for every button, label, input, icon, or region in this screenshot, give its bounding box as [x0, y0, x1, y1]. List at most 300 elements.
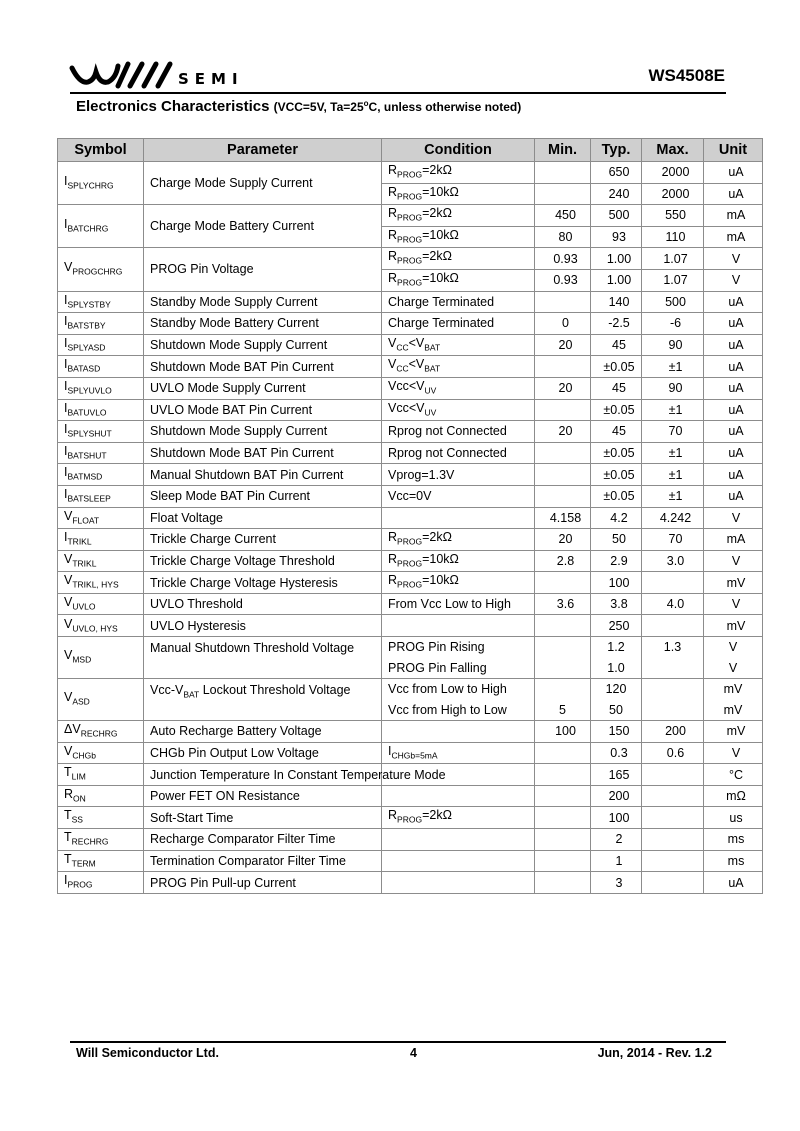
subscript: UVLO — [72, 601, 96, 612]
min-cell — [535, 850, 591, 872]
parameter-text: Manual Shutdown Threshold Voltage — [150, 641, 355, 656]
unit-cell: V — [704, 507, 763, 529]
symbol-letter: V — [64, 508, 73, 523]
min-cell — [535, 615, 591, 637]
unit-cell: uA — [704, 183, 763, 205]
unit-cell: V — [704, 593, 763, 615]
note-part-b: C, unless otherwise noted) — [368, 100, 522, 114]
condition-text: R — [388, 808, 398, 823]
max-cell — [642, 637, 704, 679]
condition-text: =10kΩ — [422, 551, 459, 566]
min-cell — [535, 485, 591, 507]
symbol-cell — [58, 334, 144, 356]
typ-cell: 200 — [591, 785, 642, 807]
max-cell: ±1 — [642, 356, 704, 378]
parameter-cell: Trickle Charge Voltage Hysteresis — [144, 572, 382, 594]
cond-line: Vcc from Low to High — [388, 682, 507, 697]
max-cell: 70 — [642, 529, 704, 551]
parameter-text: Vcc-V — [150, 683, 184, 698]
max-cell: 4.242 — [642, 507, 704, 529]
condition-cell — [382, 529, 535, 551]
parameter-cell: Charge Mode Supply Current — [144, 162, 382, 205]
subscript: BATCHRG — [67, 223, 109, 234]
subscript: PROG — [397, 277, 423, 288]
parameter-cell: UVLO Mode Supply Current — [144, 377, 382, 399]
section-note — [274, 100, 522, 114]
min-cell — [535, 807, 591, 829]
footer-page-number: 4 — [410, 1046, 417, 1060]
condition-cell — [382, 829, 535, 851]
max-cell: 0.6 — [642, 742, 704, 764]
max-cell: ±1 — [642, 485, 704, 507]
condition-text: R — [388, 227, 398, 242]
condition-text: R — [388, 184, 398, 199]
electrical-characteristics-table — [57, 138, 763, 894]
min-line — [535, 679, 590, 700]
parameter-cell — [144, 679, 382, 721]
condition-cell: Rprog not Connected — [382, 442, 535, 464]
symbol-letter: I — [64, 217, 68, 232]
parameter-cell: Standby Mode Supply Current — [144, 291, 382, 313]
min-cell: 100 — [535, 721, 591, 743]
symbol-cell — [58, 464, 144, 486]
subscript: SPLYSTBY — [67, 299, 111, 310]
symbol-cell — [58, 162, 144, 205]
condition-text: R — [388, 551, 398, 566]
unit-cell: mA — [704, 529, 763, 551]
condition-text: =2kΩ — [422, 530, 452, 545]
logo-wordmark: SEMI — [178, 70, 244, 88]
table-row — [58, 679, 763, 721]
subscript: CHGb — [72, 750, 96, 761]
subscript: SS — [71, 814, 83, 825]
typ-cell: ±0.05 — [591, 356, 642, 378]
max-line — [642, 658, 703, 679]
degree-mark: o — [363, 99, 369, 108]
subscript: RECHRG — [80, 728, 118, 739]
unit-cell: uA — [704, 421, 763, 443]
table-row — [58, 291, 763, 313]
symbol-letter: I — [64, 357, 68, 372]
min-cell: 0 — [535, 313, 591, 335]
typ-cell: 2.9 — [591, 550, 642, 572]
table-row — [58, 829, 763, 851]
condition-text: <V — [408, 335, 425, 350]
condition-cell: Vprog=1.3V — [382, 464, 535, 486]
col-header-unit: Unit — [704, 139, 763, 162]
typ-cell: ±0.05 — [591, 399, 642, 421]
condition-cell — [382, 872, 535, 894]
table-row — [58, 615, 763, 637]
subscript: BATASD — [67, 363, 101, 374]
unit-cell: V — [704, 742, 763, 764]
symbol-cell — [58, 850, 144, 872]
unit-cell: °C — [704, 764, 763, 786]
typ-cell: ±0.05 — [591, 485, 642, 507]
typ-cell: 3.8 — [591, 593, 642, 615]
unit-line: V — [728, 640, 738, 655]
condition-text: Vcc<V — [388, 378, 425, 393]
subscript: MSD — [72, 654, 92, 665]
max-cell: ±1 — [642, 442, 704, 464]
parameter-cell: Junction Temperature In Constant Temperature Mode — [144, 764, 382, 786]
condition-cell — [382, 356, 535, 378]
section-title-text: Electronics Characteristics — [76, 98, 274, 115]
condition-cell: From Vcc Low to High — [382, 593, 535, 615]
typ-cell: 140 — [591, 291, 642, 313]
unit-line: mV — [723, 682, 743, 697]
min-cell — [535, 183, 591, 205]
symbol-letter: I — [64, 335, 68, 350]
parameter-cell: Recharge Comparator Filter Time — [144, 829, 382, 851]
subscript: UVLO, HYS — [72, 623, 118, 634]
cond-cell — [382, 637, 535, 679]
symbol-cell — [58, 615, 144, 637]
subscript: ASD — [72, 696, 90, 707]
min-cell: 3.6 — [535, 593, 591, 615]
table-row — [58, 205, 763, 227]
parameter-cell: Trickle Charge Voltage Threshold — [144, 550, 382, 572]
min-line — [535, 637, 590, 658]
typ-cell: 50 — [591, 529, 642, 551]
symbol-cell — [58, 529, 144, 551]
table-row — [58, 507, 763, 529]
parameter-cell: Standby Mode Battery Current — [144, 313, 382, 335]
condition-cell — [382, 572, 535, 594]
min-cell — [535, 829, 591, 851]
max-cell — [642, 764, 704, 786]
col-header-parameter: Parameter — [144, 139, 382, 162]
condition-text: R — [388, 271, 398, 286]
footer-company: Will Semiconductor Ltd. — [76, 1046, 219, 1060]
condition-cell — [382, 615, 535, 637]
min-cell: 2.8 — [535, 550, 591, 572]
typ-cell: 45 — [591, 334, 642, 356]
parameter-cell: Shutdown Mode Supply Current — [144, 334, 382, 356]
symbol-cell — [58, 829, 144, 851]
unit-cell: ms — [704, 850, 763, 872]
symbol-letter: V — [64, 743, 73, 758]
symbol-cell — [58, 248, 144, 291]
parameter-cell: Shutdown Mode Supply Current — [144, 421, 382, 443]
symbol-cell — [58, 291, 144, 313]
subscript: CC — [396, 363, 409, 374]
table-body — [58, 162, 763, 894]
min-cell — [535, 442, 591, 464]
max-cell: ±1 — [642, 399, 704, 421]
symbol-cell — [58, 313, 144, 335]
condition-text: =2kΩ — [422, 163, 452, 178]
min-cell: 20 — [535, 334, 591, 356]
parameter-cell — [144, 637, 382, 679]
typ-line: 120 — [605, 682, 627, 697]
max-cell — [642, 807, 704, 829]
symbol-cell — [58, 421, 144, 443]
condition-text: R — [388, 206, 398, 221]
note-part-a: (VCC=5V, Ta=25 — [273, 100, 364, 114]
symbol-letter: I — [64, 443, 68, 458]
symbol-letter: V — [64, 594, 73, 609]
subscript: CC — [396, 342, 409, 353]
max-cell: 1.07 — [642, 248, 704, 270]
condition-text: =2kΩ — [422, 249, 452, 264]
max-cell — [642, 679, 704, 721]
symbol-letter: I — [64, 400, 68, 415]
unit-cell: uA — [704, 442, 763, 464]
parameter-cell: Manual Shutdown BAT Pin Current — [144, 464, 382, 486]
condition-text: =2kΩ — [422, 206, 452, 221]
unit-cell: uA — [704, 485, 763, 507]
col-header-typ: Typ. — [591, 139, 642, 162]
max-cell — [642, 785, 704, 807]
parameter-cell: Sleep Mode BAT Pin Current — [144, 485, 382, 507]
symbol-letter: T — [64, 830, 72, 845]
subscript: PROG — [397, 212, 423, 223]
table-header-row — [58, 139, 763, 162]
max-cell: 3.0 — [642, 550, 704, 572]
unit-cell: V — [704, 550, 763, 572]
max-cell — [642, 872, 704, 894]
subscript: BATSHUT — [67, 450, 107, 461]
max-cell: 1.07 — [642, 269, 704, 291]
table-row — [58, 785, 763, 807]
unit-cell: uA — [704, 313, 763, 335]
subscript: UV — [424, 385, 437, 396]
subscript: TERM — [71, 858, 96, 869]
col-header-min: Min. — [535, 139, 591, 162]
typ-cell: 240 — [591, 183, 642, 205]
symbol-cell — [58, 442, 144, 464]
subscript: PROGCHRG — [72, 266, 123, 277]
max-cell: 550 — [642, 205, 704, 227]
symbol-cell — [58, 507, 144, 529]
condition-cell — [382, 850, 535, 872]
subscript: PROG — [397, 255, 423, 266]
table-row — [58, 313, 763, 335]
table-row — [58, 162, 763, 184]
condition-cell: Vcc=0V — [382, 485, 535, 507]
max-cell: 4.0 — [642, 593, 704, 615]
condition-cell: Charge Terminated — [382, 291, 535, 313]
table-row — [58, 637, 763, 679]
symbol-letter: I — [64, 422, 68, 437]
unit-cell: uA — [704, 464, 763, 486]
table-row — [58, 550, 763, 572]
min-cell: 20 — [535, 421, 591, 443]
min-cell — [535, 742, 591, 764]
symbol-cell — [58, 742, 144, 764]
table-row — [58, 442, 763, 464]
subscript: FLOAT — [72, 515, 100, 526]
typ-cell: 100 — [591, 807, 642, 829]
max-line — [642, 700, 703, 721]
max-cell — [642, 829, 704, 851]
table-row — [58, 485, 763, 507]
typ-cell: 3 — [591, 872, 642, 894]
symbol-letter: I — [64, 378, 68, 393]
min-cell — [535, 572, 591, 594]
typ-line: 50 — [609, 702, 623, 717]
symbol-letter: V — [64, 260, 73, 275]
condition-text: V — [388, 357, 397, 372]
symbol-letter: R — [64, 786, 74, 801]
typ-cell: 1.00 — [591, 248, 642, 270]
parameter-cell: PROG Pin Pull-up Current — [144, 872, 382, 894]
table-row — [58, 399, 763, 421]
unit-cell: mΩ — [704, 785, 763, 807]
symbol-letter: I — [64, 873, 68, 888]
typ-cell: ±0.05 — [591, 442, 642, 464]
parameter-cell: Power FET ON Resistance — [144, 785, 382, 807]
col-header-symbol: Symbol — [58, 139, 144, 162]
symbol-cell — [58, 377, 144, 399]
symbol-letter: V — [64, 648, 73, 663]
symbol-cell — [58, 785, 144, 807]
symbol-cell — [58, 399, 144, 421]
condition-cell — [382, 269, 535, 291]
subscript: PROG — [397, 579, 423, 590]
symbol-letter: I — [64, 486, 68, 501]
typ-cell: 2 — [591, 829, 642, 851]
symbol-letter: V — [64, 690, 73, 705]
typ-cell: 93 — [591, 226, 642, 248]
symbol-letter: V — [64, 616, 73, 631]
typ-cell: 4.2 — [591, 507, 642, 529]
condition-text: =10kΩ — [422, 227, 459, 242]
symbol-letter: I — [64, 530, 68, 545]
symbol-cell — [58, 721, 144, 743]
subscript: CHGb=5mA — [391, 750, 438, 761]
max-cell: 500 — [642, 291, 704, 313]
col-header-max: Max. — [642, 139, 704, 162]
subscript: PROG — [397, 169, 423, 180]
col-header-condition: Condition — [382, 139, 535, 162]
condition-text: =10kΩ — [422, 573, 459, 588]
min-cell: 450 — [535, 205, 591, 227]
table-row — [58, 529, 763, 551]
subscript: TRIKL — [67, 536, 92, 547]
table-row — [58, 334, 763, 356]
max-line — [642, 679, 703, 700]
parameter-cell: CHGb Pin Output Low Voltage — [144, 742, 382, 764]
condition-cell — [382, 334, 535, 356]
subscript: PROG — [397, 234, 423, 245]
max-cell: -6 — [642, 313, 704, 335]
unit-line: V — [728, 660, 738, 675]
subscript: SPLYUVLO — [67, 385, 112, 396]
cond-line: PROG Pin Rising — [388, 640, 485, 655]
min-cell — [535, 399, 591, 421]
subscript: SPLYCHRG — [67, 180, 114, 191]
table-row — [58, 377, 763, 399]
subscript: UV — [424, 407, 437, 418]
condition-cell — [382, 399, 535, 421]
typ-cell: 650 — [591, 162, 642, 184]
unit-cell: uA — [704, 162, 763, 184]
subscript: BAT — [424, 342, 441, 353]
subscript: TRIKL — [72, 558, 97, 569]
symbol-cell — [58, 485, 144, 507]
symbol-cell — [58, 807, 144, 829]
min-cell — [535, 356, 591, 378]
parameter-cell: Termination Comparator Filter Time — [144, 850, 382, 872]
parameter-cell: Auto Recharge Battery Voltage — [144, 721, 382, 743]
typ-cell: 165 — [591, 764, 642, 786]
symbol-letter: T — [64, 765, 72, 780]
min-cell: 20 — [535, 377, 591, 399]
condition-text: R — [388, 530, 398, 545]
max-cell: 90 — [642, 377, 704, 399]
unit-cell: uA — [704, 334, 763, 356]
unit-line: mV — [723, 702, 743, 717]
condition-cell — [382, 721, 535, 743]
condition-text: I — [388, 743, 392, 758]
symbol-letter: ΔV — [64, 722, 81, 737]
parameter-cell: UVLO Mode BAT Pin Current — [144, 399, 382, 421]
header-rule — [70, 92, 726, 94]
symbol-cell — [58, 593, 144, 615]
max-cell — [642, 615, 704, 637]
subscript: BATMSD — [67, 471, 103, 482]
table-row — [58, 742, 763, 764]
parameter-cell: Trickle Charge Current — [144, 529, 382, 551]
subscript: PROG — [397, 814, 423, 825]
unit-cell: uA — [704, 377, 763, 399]
min-cell: 20 — [535, 529, 591, 551]
typ-cell: 1 — [591, 850, 642, 872]
typ-cell: 150 — [591, 721, 642, 743]
parameter-cell: Shutdown Mode BAT Pin Current — [144, 442, 382, 464]
unit-cell: V — [704, 269, 763, 291]
condition-cell — [382, 507, 535, 529]
symbol-letter: I — [64, 173, 68, 188]
typ-cell: 100 — [591, 572, 642, 594]
unit-cell: uA — [704, 356, 763, 378]
condition-text: R — [388, 163, 398, 178]
symbol-letter: V — [64, 573, 73, 588]
table-row — [58, 721, 763, 743]
min-cell: 4.158 — [535, 507, 591, 529]
parameter-cell: Float Voltage — [144, 507, 382, 529]
unit-cell: mA — [704, 226, 763, 248]
table-row — [58, 807, 763, 829]
min-cell — [535, 872, 591, 894]
parameter-cell: UVLO Hysteresis — [144, 615, 382, 637]
symbol-letter: T — [64, 851, 72, 866]
condition-cell — [382, 183, 535, 205]
unit-cell: uA — [704, 399, 763, 421]
min-cell — [535, 764, 591, 786]
subscript: SPLYASD — [67, 342, 106, 353]
condition-text: R — [388, 573, 398, 588]
table-row — [58, 464, 763, 486]
symbol-cell — [58, 637, 144, 679]
subscript: BATSTBY — [67, 320, 106, 331]
symbol-letter: I — [64, 314, 68, 329]
symbol-cell — [58, 872, 144, 894]
condition-cell: Rprog not Connected — [382, 421, 535, 443]
symbol-letter: V — [64, 551, 73, 566]
symbol-cell — [58, 679, 144, 721]
min-cell — [535, 464, 591, 486]
footer-rule — [70, 1041, 726, 1043]
table-row — [58, 572, 763, 594]
unit-cell: mV — [704, 721, 763, 743]
unit-cell: uA — [704, 872, 763, 894]
typ-cell: 250 — [591, 615, 642, 637]
min-cell — [535, 679, 591, 721]
max-cell: 70 — [642, 421, 704, 443]
